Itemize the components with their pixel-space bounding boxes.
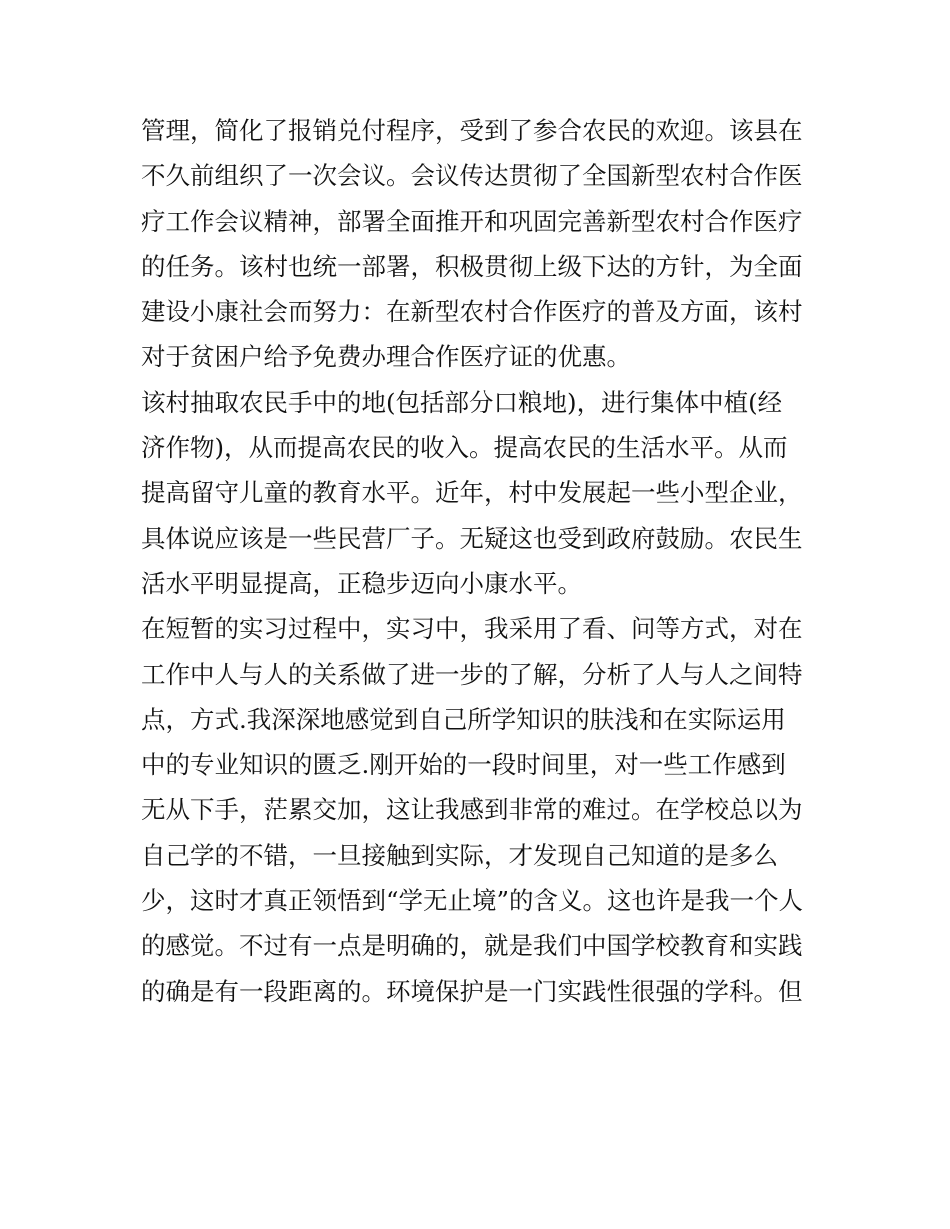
text-line: 建设小康社会而努力：在新型农村合作医疗的普及方面，该村 xyxy=(141,297,803,327)
text-line: 的任务。该村也统一部署，积极贯彻上级下达的方针，为全面 xyxy=(141,251,803,281)
text-line: 提高留守儿童的教育水平。近年，村中发展起一些小型企业， xyxy=(141,478,803,508)
text-line: 的确是有一段距离的。环境保护是一门实践性很强的学科。但 xyxy=(141,976,803,1006)
text-line: 点，方式.我深深地感觉到自己所学知识的肤浅和在实际运用 xyxy=(141,704,786,734)
text-line: 的感觉。不过有一点是明确的，就是我们中国学校教育和实践 xyxy=(141,931,803,961)
text-line: 工作中人与人的关系做了进一步的了解，分析了人与人之间特 xyxy=(141,659,803,689)
text-line: 疗工作会议精神，部署全面推开和巩固完善新型农村合作医疗 xyxy=(141,206,803,236)
text-line: 活水平明显提高，正稳步迈向小康水平。 xyxy=(141,568,582,598)
text-line: 无从下手，茫累交加，这让我感到非常的难过。在学校总以为 xyxy=(141,795,803,825)
text-line: 在短暂的实习过程中，实习中，我采用了看、问等方式，对在 xyxy=(141,614,803,644)
text-line: 中的专业知识的匮乏.刚开始的一段时间里，对一些工作感到 xyxy=(141,750,786,780)
text-line: 济作物)，从而提高农民的收入。提高农民的生活水平。从而 xyxy=(141,433,788,463)
document-body-text xyxy=(141,108,821,1014)
text-line: 管理，简化了报销兑付程序，受到了参合农民的欢迎。该县在 xyxy=(141,116,803,145)
text-line: 少，这时才真正领悟到“学无止境”的含义。这也许是我一个人 xyxy=(141,886,804,916)
text-line: 该村抽取农民手中的地(包括部分口粮地)，进行集体中植(经 xyxy=(141,387,783,417)
text-line: 自己学的不错，一旦接触到实际，才发现自己知道的是多么 xyxy=(141,840,778,870)
text-line: 不久前组织了一次会议。会议传达贯彻了全国新型农村合作医 xyxy=(141,161,803,191)
text-line: 具体说应该是一些民营厂子。无疑这也受到政府鼓励。农民生 xyxy=(141,523,803,553)
text-line: 对于贫困户给予免费办理合作医疗证的优惠。 xyxy=(141,342,631,372)
